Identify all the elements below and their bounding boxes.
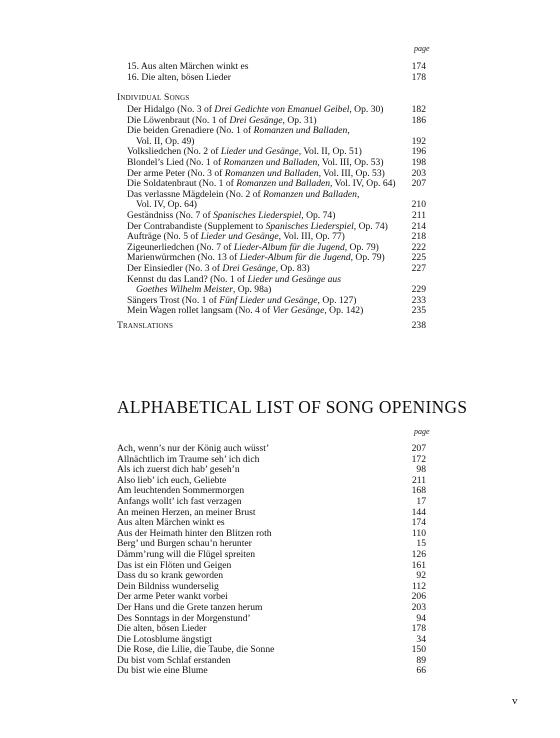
song-opening-row: [0, 539, 560, 550]
entry-page: 186: [411, 114, 426, 126]
entry-title-text: Vol. II, Op. 49): [136, 135, 195, 147]
entry-page: 126: [411, 548, 426, 560]
song-opening-row: [0, 635, 560, 646]
translations-label: Translations: [117, 320, 174, 331]
entry-title-italic: Spanisches Liederspiel: [265, 220, 354, 232]
entry-page: 178: [411, 623, 426, 635]
individual-songs-list: [0, 105, 560, 317]
entry-title-text: Marienwürmchen (No. 13 of: [127, 252, 240, 264]
individual-song-row: [0, 190, 560, 201]
entry-title-italic: Romanzen und Balladen: [223, 156, 318, 168]
entry-title-italic: Romanzen und Balladen: [236, 178, 331, 190]
song-opening-row: [0, 508, 560, 519]
entry-page: 66: [416, 665, 426, 677]
entry-title-text: Zigeunerliedchen (No. 7 of: [127, 241, 234, 253]
entry-title-italic: Drei Gesänge: [222, 262, 276, 274]
entry-title-text: Aufträge (No. 5 of: [127, 231, 201, 243]
entry-title: Die Lotosblume ängstigt: [117, 633, 212, 645]
page-folio: v: [512, 695, 518, 707]
entry-title: Als ich zuerst dich hab’ geseh’n: [117, 464, 240, 476]
entry-title: Die Rose, die Lilie, die Taube, die Sonne: [117, 644, 275, 656]
entry-page: 144: [411, 506, 426, 518]
entry-title: Das ist ein Flöten und Geigen: [117, 559, 232, 571]
entry-page: 98: [416, 464, 426, 476]
entry-title: 16. Die alten, bösen Lieder: [127, 71, 231, 83]
entry-title-text: Geständniss (No. 7 of: [127, 209, 214, 221]
page-column-header-top: page: [414, 44, 430, 53]
entry-page: 15: [416, 538, 426, 550]
song-row: [0, 62, 560, 73]
entry-title-italic: Romanzen und Balladen: [263, 188, 357, 200]
entry-page: 227: [411, 262, 426, 274]
entry-title: Berg’ und Burgen schau’n herunter: [117, 538, 252, 550]
song-opening-row: [0, 476, 560, 487]
song-opening-row: [0, 592, 560, 603]
individual-song-row: [0, 275, 560, 286]
entry-page: 112: [411, 580, 426, 592]
entry-title-italic: Fünf Lieder und Gesänge: [219, 294, 318, 306]
entry-title-text: , Vol. II, Op. 51): [298, 146, 362, 158]
entry-page: 198: [411, 156, 426, 168]
entry-title: Aus alten Märchen winkt es: [117, 517, 225, 529]
alphabetical-entries: [0, 444, 560, 677]
entry-page: 211: [411, 474, 426, 486]
entry-title-italic: Lieder und Gesänge: [220, 146, 299, 158]
entry-title: Dämm’rung will die Flügel spreiten: [117, 548, 256, 560]
individual-song-row: [0, 126, 560, 137]
song-opening-row: [0, 455, 560, 466]
entry-title: [127, 306, 363, 317]
entry-title-text: , Op. 83): [275, 262, 310, 274]
entry-page: 150: [411, 644, 426, 656]
song-opening-row: [0, 603, 560, 614]
entry-page: 225: [411, 252, 426, 264]
entry-title-text: ,: [347, 125, 350, 137]
entry-title: Des Sonntags in der Morgenstund’: [117, 612, 251, 624]
entry-page: 229: [411, 284, 426, 296]
entry-title-text: Vol. IV, Op. 64): [136, 199, 197, 211]
entry-page: 233: [411, 294, 426, 306]
song-opening-row: [0, 571, 560, 582]
entry-page: 211: [411, 209, 426, 221]
entry-title-text: Das verlassne Mägdelein (No. 2 of: [127, 188, 264, 200]
entry-page: 17: [416, 495, 426, 507]
entry-page: 192: [411, 135, 426, 147]
entry-page: 218: [411, 231, 426, 243]
song-opening-row: [0, 561, 560, 572]
entry-page: 235: [411, 305, 426, 317]
song-opening-row: [0, 518, 560, 529]
entry-title: An meinen Herzen, an meiner Brust: [117, 506, 256, 518]
translations-page: 238: [411, 320, 426, 331]
entry-page: 182: [411, 104, 426, 115]
entry-title-text: Kennst du das Land? (No. 1 of: [127, 273, 248, 285]
entry-page: 203: [411, 167, 426, 179]
entry-title-text: , Op. 74): [301, 209, 336, 221]
song-opening-row: [0, 529, 560, 540]
entry-title-text: Der arme Peter (No. 3 of: [127, 167, 225, 179]
entry-page: 207: [411, 178, 426, 190]
entry-title: Der Hans und die Grete tanzen herum: [117, 601, 263, 613]
entry-title-text: , Op. 98a): [232, 284, 272, 296]
song-opening-row: [0, 645, 560, 656]
entry-page: 206: [411, 591, 426, 603]
entry-title-text: , Op. 30): [349, 104, 384, 115]
entry-title-text: Blondel’s Lied (No. 1 of: [127, 156, 224, 168]
entry-title-text: , Op. 74): [353, 220, 388, 232]
song-opening-row: [0, 465, 560, 476]
song-opening-row: [0, 444, 560, 455]
entry-title-text: ,: [356, 188, 360, 200]
entry-title-italic: Lieder-Album für die Jugend: [239, 252, 351, 264]
entry-page: 92: [416, 570, 426, 582]
entry-page: 161: [411, 559, 426, 571]
entry-title: 15. Aus alten Märchen winkt es: [127, 61, 249, 72]
entry-title-italic: Romanzen und Balladen: [224, 167, 319, 179]
entry-title-text: Sängers Trost (No. 1 of: [127, 294, 220, 306]
entry-title-italic: Romanzen und Balladen: [253, 125, 348, 137]
song-list-op48-end: [0, 62, 560, 83]
song-opening-row: [0, 486, 560, 497]
song-opening-row: [0, 497, 560, 508]
entry-title-text: , Op. 31): [282, 114, 317, 126]
translations-row: [0, 321, 560, 332]
entry-title: Am leuchtenden Sommermorgen: [117, 485, 245, 497]
entry-title-text: , Vol. III, Op. 53): [318, 167, 385, 179]
entry-title-text: Die beiden Grenadiere (No. 1 of: [127, 125, 254, 137]
entry-page: 174: [411, 61, 426, 72]
alphabetical-list-heading: ALPHABETICAL LIST OF SONG OPENINGS: [117, 397, 468, 417]
entry-page: 172: [411, 453, 426, 465]
song-opening-row: [0, 656, 560, 667]
entry-title-italic: Drei Gesänge: [229, 114, 283, 126]
entry-page: 222: [411, 241, 426, 253]
entry-page: 203: [411, 601, 426, 613]
entry-page: 196: [411, 146, 426, 158]
song-opening-row: [0, 666, 560, 677]
entry-page: 89: [416, 654, 426, 666]
entry-title-italic: Lieder und Gesänge aus: [247, 273, 341, 285]
entry-title-italic: Spanisches Liederspiel: [213, 209, 302, 221]
song-opening-row: [0, 624, 560, 635]
entry-title-text: , Op. 142): [324, 305, 364, 317]
entry-title: Anfangs wollt’ ich fast verzagen: [117, 495, 242, 507]
entry-title: Aus der Heimath hinter den Blitzen roth: [117, 527, 272, 539]
entry-title-italic: Lieder und Gesänge: [200, 231, 279, 243]
entry-title: Also lieb’ ich euch, Geliebte: [117, 474, 227, 486]
entry-title-text: Der Hidalgo (No. 3 of: [127, 104, 215, 115]
individual-song-row: [0, 306, 560, 317]
entry-page: 207: [411, 443, 426, 454]
entry-title: Du bist wie eine Blume: [117, 665, 208, 677]
entry-title-text: Die Löwenbraut (No. 1 of: [127, 114, 230, 126]
entry-title-italic: Vier Gesänge: [272, 305, 325, 317]
song-opening-row: [0, 614, 560, 625]
entry-title-italic: Goethes Wilhelm Meister: [136, 284, 233, 296]
song-row: [0, 73, 560, 84]
entry-title: Dein Bildniss wunderselig: [117, 580, 219, 592]
individual-songs-heading: Individual Songs: [117, 92, 190, 103]
individual-songs-heading-row: [0, 93, 560, 104]
entry-title-text: Der Einsiedler (No. 3 of: [127, 262, 223, 274]
entry-title: Allnächtlich im Traume seh’ ich dich: [117, 453, 260, 465]
entry-title-italic: Drei Gedichte von Emanuel Geibel: [214, 104, 350, 115]
entry-title: Ach, wenn’s nur der König auch wüsst’: [117, 443, 270, 454]
entry-title-text: , Vol. IV, Op. 64): [330, 178, 396, 190]
song-opening-row: [0, 550, 560, 561]
page-column-header-list: page: [414, 427, 430, 436]
entry-page: 214: [411, 220, 426, 232]
entry-title: Du bist vom Schlaf erstanden: [117, 654, 231, 666]
entry-title-text: , Op. 127): [317, 294, 357, 306]
entry-page: 168: [411, 485, 426, 497]
entry-title: Der arme Peter wankt vorbei: [117, 591, 228, 603]
entry-page: 178: [411, 71, 426, 83]
entry-title-text: Die Soldatenbraut (No. 1 of: [127, 178, 237, 190]
entry-title-text: , Op. 79): [344, 241, 379, 253]
entry-title-text: , Vol. III, Op. 53): [317, 156, 384, 168]
entry-title-text: Mein Wagen rollet langsam (No. 4 of: [127, 305, 273, 317]
entry-title: Die alten, bösen Lieder: [117, 623, 207, 635]
entry-page: 34: [416, 633, 426, 645]
entry-page: 110: [411, 527, 426, 539]
entry-title-text: Der Contrabandiste (Supplement to: [127, 220, 266, 232]
entry-page: 94: [416, 612, 426, 624]
entry-page: 210: [411, 199, 426, 211]
entry-title-text: Volksliedchen (No. 2 of: [127, 146, 221, 158]
entry-title: Dass du so krank geworden: [117, 570, 224, 582]
entry-title-italic: Lieder-Album für die Jugend: [233, 241, 345, 253]
song-opening-row: [0, 582, 560, 593]
entry-title-text: , Op. 79): [350, 252, 385, 264]
entry-page: 174: [411, 517, 426, 529]
entry-title-text: , Vol. III, Op. 77): [278, 231, 345, 243]
